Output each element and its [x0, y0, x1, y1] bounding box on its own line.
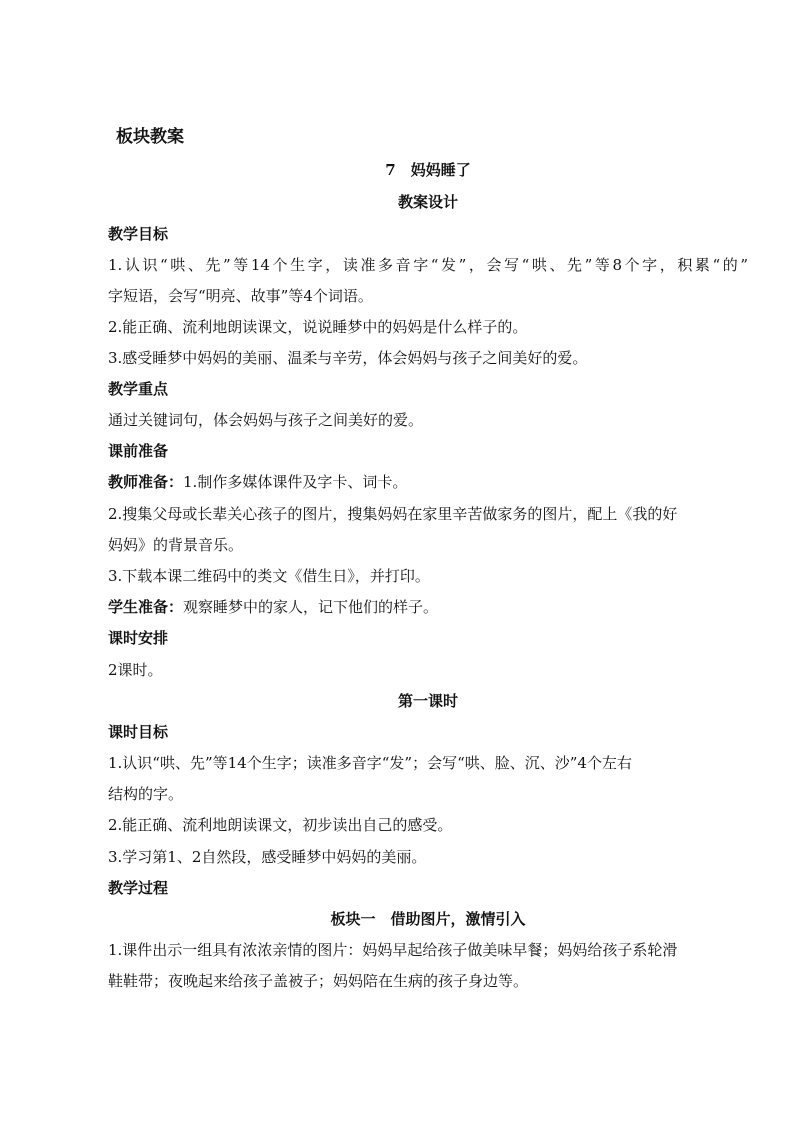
block-1-title: 板块一 借助图片，激情引入 [330, 910, 526, 928]
prep-item-2-line-2: 妈妈》的背景音乐。 [108, 536, 244, 554]
schedule-heading: 课时安排 [108, 629, 169, 647]
goals-heading: 教学目标 [108, 225, 169, 243]
student-prep-text: 观察睡梦中的家人，记下他们的样子。 [183, 598, 439, 616]
teacher-prep [108, 472, 748, 492]
schedule-text: 2课时。 [108, 661, 163, 679]
period-goal-3: 3.学习第1、2自然段，感受睡梦中妈妈的美丽。 [108, 848, 427, 866]
focus-heading: 教学重点 [108, 380, 169, 398]
prep-item-2-line-1: 2.搜集父母或长辈关心孩子的图片，搜集妈妈在家里辛苦做家务的图片，配上《我的好 [108, 505, 678, 523]
student-prep [108, 597, 748, 617]
goal-item-2: 2.能正确、流利地朗读课文，说说睡梦中的妈妈是什么样子的。 [108, 318, 528, 336]
period-1-heading: 第一课时 [397, 692, 458, 710]
prep-heading: 课前准备 [108, 442, 169, 460]
period-goal-1-line-2: 结构的字。 [108, 785, 184, 803]
prep-item-3: 3.下载本课二维码中的类文《借生日》，并打印。 [108, 567, 430, 585]
lesson-title: 7 妈妈睡了 [385, 161, 471, 179]
student-prep-label: 学生准备： [108, 598, 184, 616]
process-heading: 教学过程 [108, 879, 169, 897]
design-heading: 教案设计 [397, 193, 458, 211]
period-goals-heading: 课时目标 [108, 723, 169, 741]
goal-item-1-line-1 [108, 255, 748, 275]
block-1-item-1-line-2: 鞋鞋带；夜晚起来给孩子盖被子；妈妈陪在生病的孩子身边等。 [108, 972, 529, 990]
goal-item-1-text-a: 1.认识“哄、先”等14个生字，读准多音字“发”，会写“哄、先”等8个字，积累“的” [108, 256, 748, 274]
period-goal-1-line-1: 1.认识“哄、先”等14个生字；读准多音字“发”；会写“哄、脸、沉、沙”4个左右 [108, 754, 632, 772]
block-1-item-1-line-1: 1.课件出示一组具有浓浓亲情的图片：妈妈早起给孩子做美味早餐；妈妈给孩子系轮滑 [108, 941, 678, 959]
focus-text: 通过关键词句，体会妈妈与孩子之间美好的爱。 [108, 411, 424, 429]
goal-item-3: 3.感受睡梦中妈妈的美丽、温柔与辛劳，体会妈妈与孩子之间美好的爱。 [108, 349, 588, 367]
period-goal-2: 2.能正确、流利地朗读课文，初步读出自己的感受。 [108, 816, 453, 834]
goal-item-1-line-2: 字短语，会写“明亮、故事”等4个词语。 [108, 287, 373, 305]
teacher-prep-item-1: 1.制作多媒体课件及字卡、词卡。 [183, 473, 408, 491]
section-header: 板块教案 [116, 127, 184, 147]
teacher-prep-label: 教师准备： [108, 473, 184, 491]
